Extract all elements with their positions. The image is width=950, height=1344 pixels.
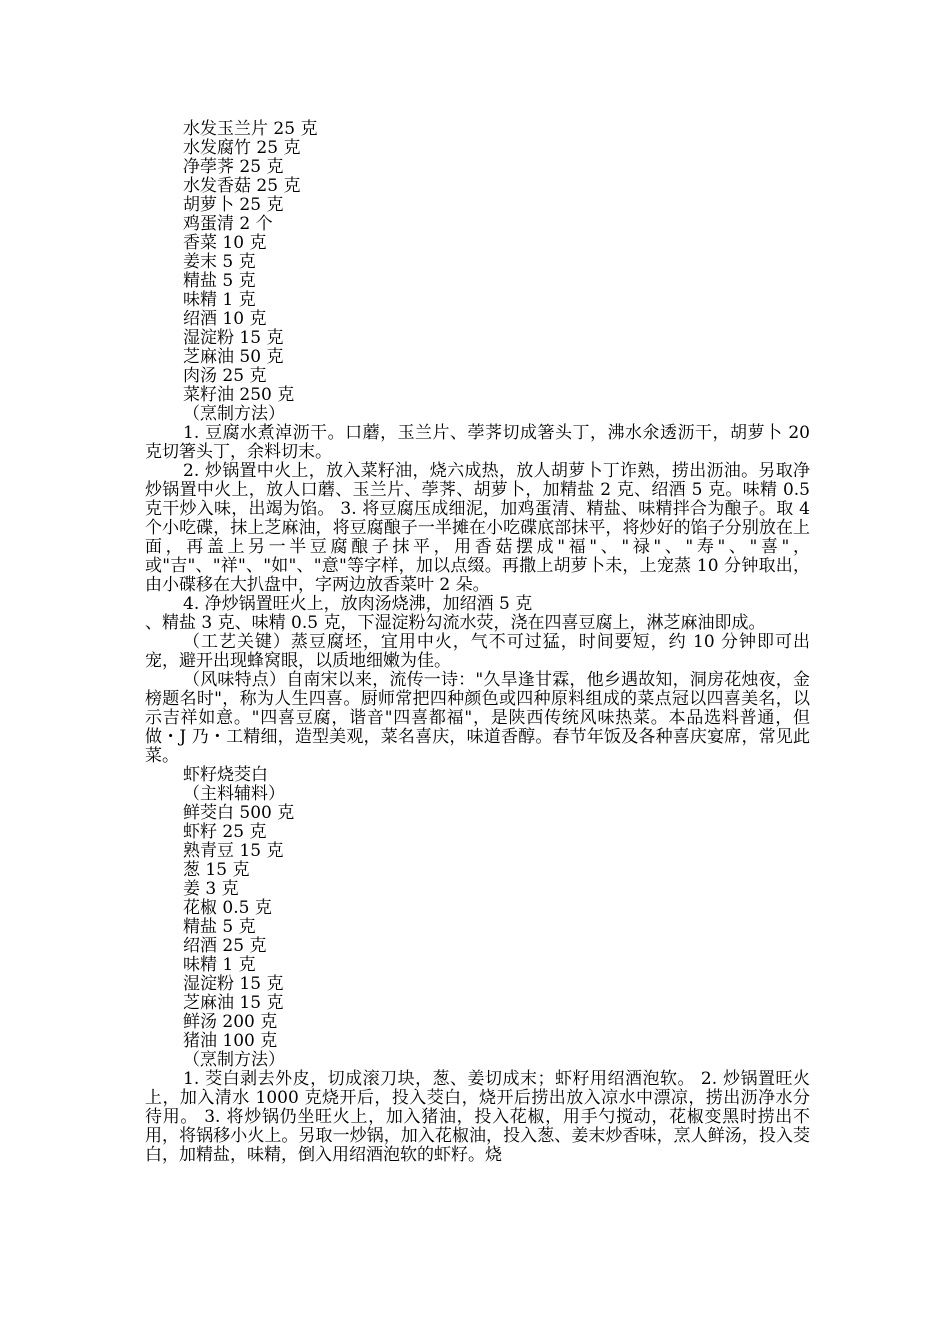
ingredient-item: 胡萝卜 25 克 <box>183 195 284 215</box>
ingredient-item: 水发香菇 25 克 <box>183 176 301 196</box>
document-body <box>145 120 810 1165</box>
ingredient-item: 湿淀粉 15 克 <box>183 974 284 994</box>
ingredient-item: 精盐 5 克 <box>183 271 256 291</box>
ingredient-item: 净荸荠 25 克 <box>183 157 284 177</box>
method-step-4-continued: 、精盐 3 克、味精 0.5 克，下湿淀粉勾流水荧，浇在四喜豆腐上，淋芝麻油即成。 <box>145 613 766 633</box>
method-heading: （烹制方法） <box>183 1050 285 1070</box>
ingredient-item: 肉汤 25 克 <box>183 366 267 386</box>
ingredient-item: 味精 1 克 <box>183 955 256 975</box>
flavor-paragraph: （风味特点）自南宋以来，流传一诗："久旱逢甘霖，他乡遇故知，洞房花烛夜，金榜题名时"，称为人生四喜。厨师常把四种颜色或四种原料组成的菜点冠以四喜美名，以示吉祥如意。"四喜豆腐，谐音"四喜都福"，是陕西传统风味热菜。本品选料普通，但做・J 乃・工精细，造型美观，菜名喜庆，味道香醇。春节年饭及各种喜庆宴席，常见此菜。 <box>145 670 810 766</box>
key-points-paragraph: （工艺关键）蒸豆腐坯，宜用中火，气不可过猛，时间要短，约 10 分钟即可出宠，避开出现蜂窝眼，以质地细嫩为佳。 <box>145 632 810 671</box>
ingredient-item: 芝麻油 50 克 <box>183 347 284 367</box>
ingredient-item: 虾籽 25 克 <box>183 822 267 842</box>
ingredient-item: 芝麻油 15 克 <box>183 993 284 1013</box>
method-step-4: 4. 净炒锅置旺火上，放肉汤烧沸，加绍酒 5 克 <box>183 594 533 614</box>
ingredient-item: 花椒 0.5 克 <box>183 898 272 918</box>
ingredient-item: 熟青豆 15 克 <box>183 841 284 861</box>
ingredient-item: 味精 1 克 <box>183 290 256 310</box>
method-steps-2: 1. 茭白剥去外皮，切成滚刀块，葱、姜切成末；虾籽用绍酒泡软。 2. 炒锅置旺火上，加入清水 1000 克烧开后，投入茭白，烧开后捞出放入凉水中漂凉，捞出沥净水分待用。 3. 将炒锅仍坐旺火上，加入猪油，投入花椒，用手勺搅动，花椒变黑时捞出不用，将锅移小火上。另取一炒锅，加入花椒油，投入葱、姜末炒香味，烹人鲜汤，投入茭白，加精盐，味精，倒入用绍酒泡软的虾籽。烧 <box>145 1069 810 1165</box>
ingredient-item: 鸡蛋清 2 个 <box>183 214 273 234</box>
ingredient-item: 菜籽油 250 克 <box>183 385 295 405</box>
ingredient-item: 绍酒 25 克 <box>183 936 267 956</box>
ingredient-item: 鲜汤 200 克 <box>183 1012 278 1032</box>
ingredient-item: 猪油 100 克 <box>183 1031 278 1051</box>
dish-title: 虾籽烧茭白 <box>183 765 268 785</box>
ingredient-item: 绍酒 10 克 <box>183 309 267 329</box>
method-step-2-3: 2. 炒锅置中火上，放入菜籽油，烧六成热，放人胡萝卜丁诈熟，捞出沥油。另取净炒锅置中火上，放人口蘑、玉兰片、荸荠、胡萝卜，加精盐 2 克、绍酒 5 克。味精 0.5 克干炒入味，出竭为馅。 3. 将豆腐压成细泥，加鸡蛋清、精盐、味精拌合为酿子。取 4 个小吃碟，抹上芝麻油，将豆腐酿子一半摊在小吃碟底部抹平，将炒好的馅子分别放在上面，再盖上另一半豆腐酿子抹平，用香菇摆成"福"、"禄"、"寿"、"喜"，或"吉"、"祥"、"如"、"意"等字样，加以点缀。再撒上胡萝卜未，上宠蒸 10 分钟取出，由小碟移在大扒盘中，字两边放香菜叶 2 朵。 <box>145 461 810 595</box>
ingredient-item: 湿淀粉 15 克 <box>183 328 284 348</box>
ingredient-item: 水发玉兰片 25 克 <box>183 119 318 139</box>
ingredient-item: 香菜 10 克 <box>183 233 267 253</box>
ingredient-item: 精盐 5 克 <box>183 917 256 937</box>
ingredient-item: 葱 15 克 <box>183 860 250 880</box>
ingredient-list-2 <box>145 804 810 1051</box>
method-heading: （烹制方法） <box>183 404 285 424</box>
ingredient-list-1 <box>145 120 810 405</box>
ingredient-item: 姜末 5 克 <box>183 252 256 272</box>
ingredient-item: 鲜茭白 500 克 <box>183 803 295 823</box>
method-step-1: 1. 豆腐水煮淖沥干。口蘑，玉兰片、荸荠切成箸头丁，沸水氽透沥干，胡萝卜 20 克切箸头丁，余料切末。 <box>145 423 810 462</box>
ingredient-item: 水发腐竹 25 克 <box>183 138 301 158</box>
ingredients-heading: （主料辅料） <box>183 784 285 804</box>
ingredient-item: 姜 3 克 <box>183 879 239 899</box>
